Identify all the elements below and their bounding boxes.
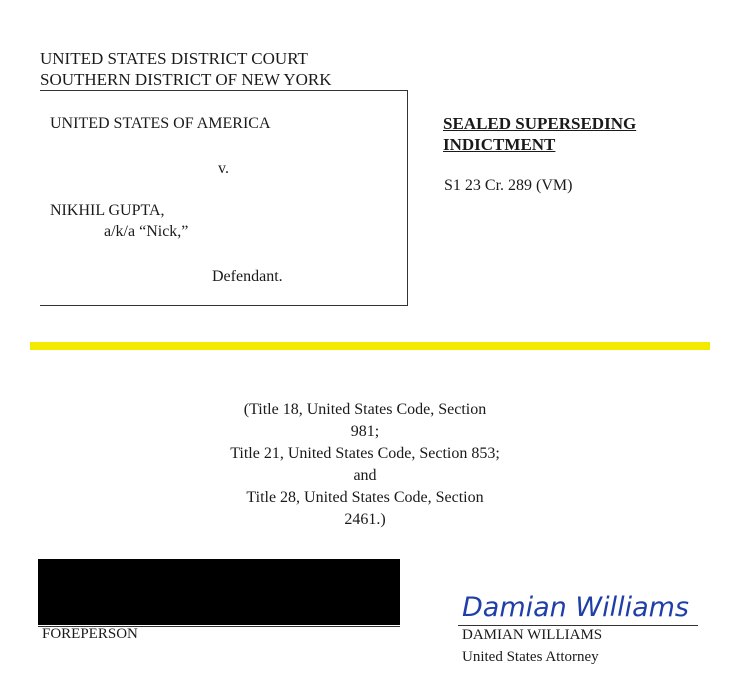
document-type-line2: INDICTMENT [443, 135, 556, 154]
court-heading [40, 48, 332, 90]
attorney-name: DAMIAN WILLIAMS [462, 627, 603, 643]
case-number: S1 23 Cr. 289 (VM) [444, 177, 573, 194]
court-name: UNITED STATES DISTRICT COURT [40, 49, 308, 68]
statute-line: (Title 18, United States Code, Section 981; [243, 401, 487, 440]
statute-line: Title 28, United States Code, Section 2461.) [246, 489, 484, 528]
court-district: SOUTHERN DISTRICT OF NEW YORK [40, 70, 332, 89]
attorney-title: United States Attorney [462, 649, 599, 665]
document-type-line1: SEALED SUPERSEDING [443, 114, 637, 133]
defendant-alias: a/k/a “Nick,” [104, 223, 189, 240]
plaintiff: UNITED STATES OF AMERICA [50, 115, 271, 132]
statute-line: Title 21, United States Code, Section 853; and [230, 445, 500, 484]
attorney-signature-line [458, 625, 698, 626]
versus: v. [218, 160, 229, 177]
statute-citations [230, 399, 500, 531]
foreperson-label: FOREPERSON [42, 626, 138, 642]
document-type [443, 113, 636, 155]
redacted-signature [38, 559, 400, 625]
defendant-label: Defendant. [212, 268, 283, 285]
defendant-name: NIKHIL GUPTA, [50, 202, 165, 219]
attorney-signature-text: Damian Williams [462, 592, 689, 623]
highlight-bar [30, 342, 710, 350]
attorney-signature [460, 584, 690, 626]
